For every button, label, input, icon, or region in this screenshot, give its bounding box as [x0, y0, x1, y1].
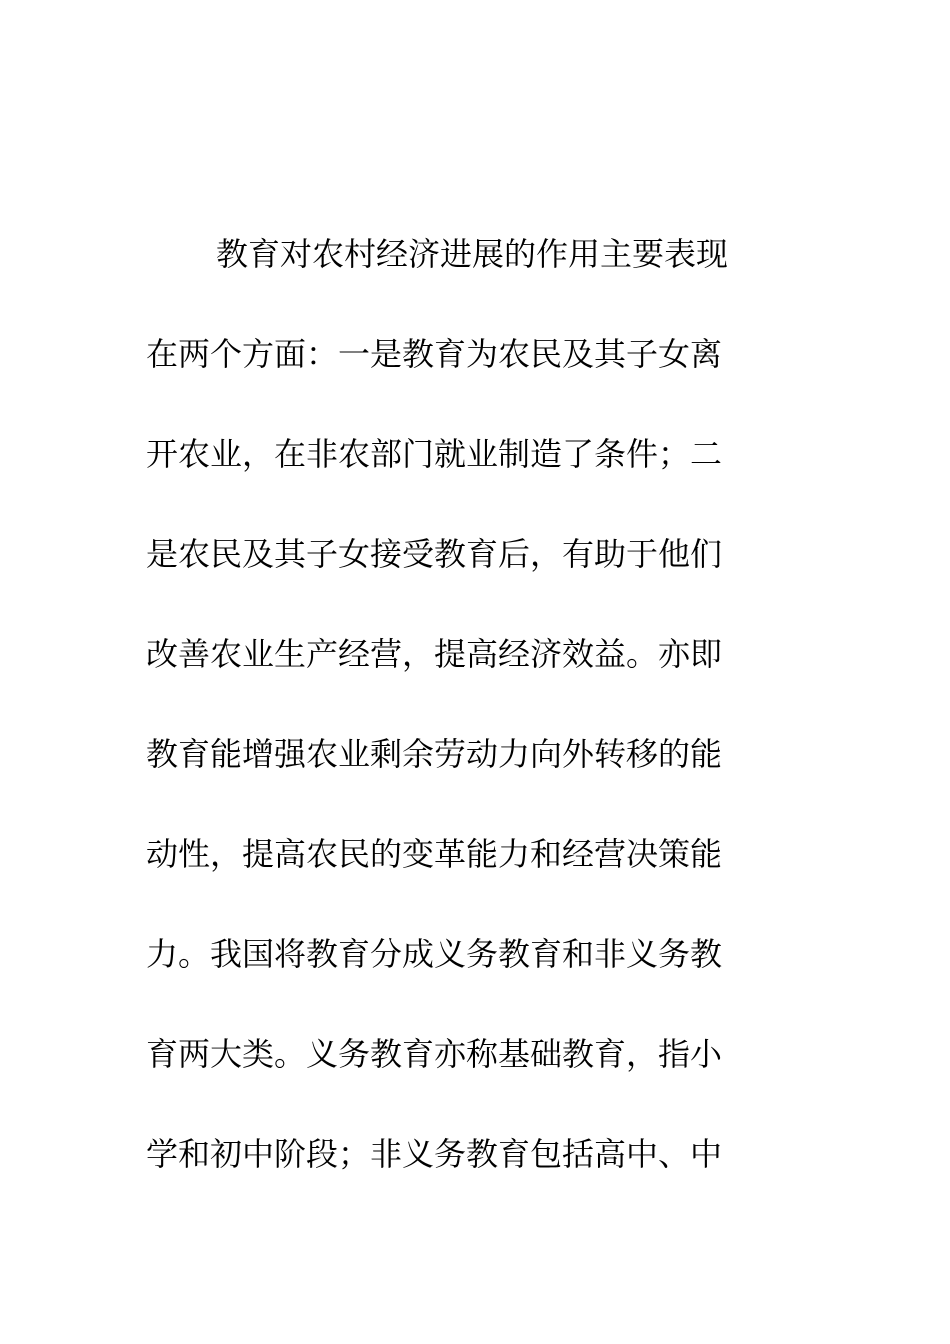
- paragraph-line-6: 教育能增强农业剩余劳动力向外转移的能: [146, 735, 723, 773]
- paragraph-line-1: 教育对农村经济进展的作用主要表现: [216, 235, 729, 273]
- paragraph-line-8: 力。我国将教育分成义务教育和非义务教: [146, 935, 723, 973]
- paragraph-line-7: 动性，提高农民的变革能力和经营决策能: [146, 835, 723, 873]
- paragraph-line-4: 是农民及其子女接受教育后，有助于他们: [146, 535, 723, 573]
- body-paragraph: [146, 222, 786, 1222]
- paragraph-line-3: 开农业，在非农部门就业制造了条件；二: [146, 435, 723, 473]
- paragraph-line-5: 改善农业生产经营，提高经济效益。亦即: [146, 635, 723, 673]
- paragraph-line-2: 在两个方面：一是教育为农民及其子女离: [146, 335, 723, 373]
- paragraph-line-9: 育两大类。义务教育亦称基础教育，指小: [146, 1035, 723, 1073]
- paragraph-line-10: 学和初中阶段；非义务教育包括高中、中: [146, 1135, 723, 1173]
